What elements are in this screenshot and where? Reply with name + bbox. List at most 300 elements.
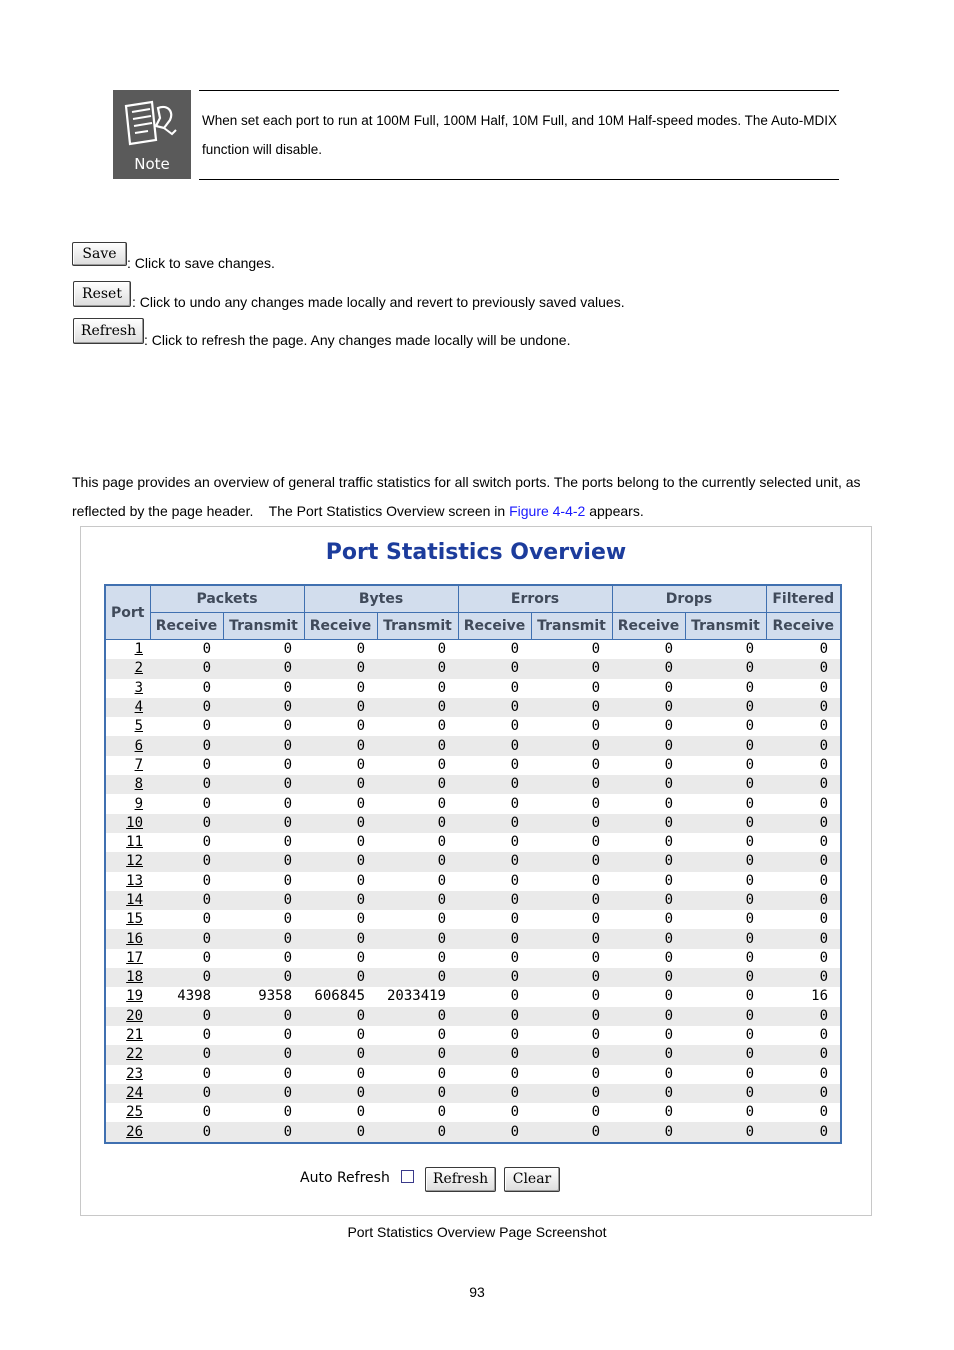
- reset-description: : Click to undo any changes made locally and revert to previously saved values.: [132, 294, 625, 310]
- stat-cell: 0: [223, 659, 304, 678]
- stat-cell: 0: [150, 1122, 223, 1142]
- port-link[interactable]: 14: [126, 892, 143, 908]
- table-refresh-button[interactable]: Refresh: [425, 1167, 496, 1192]
- stat-cell: 0: [150, 1026, 223, 1045]
- port-cell: [105, 717, 150, 736]
- stat-cell: 0: [685, 640, 766, 660]
- port-link[interactable]: 12: [126, 853, 143, 870]
- stat-cell: 0: [531, 1007, 612, 1026]
- stat-cell: 0: [304, 756, 377, 775]
- note-label: Note: [134, 155, 170, 173]
- stat-cell: 0: [685, 1026, 766, 1045]
- stat-cell: 0: [531, 736, 612, 755]
- stat-cell: 0: [458, 910, 531, 929]
- stat-cell: 0: [150, 852, 223, 871]
- stat-cell: 0: [612, 891, 685, 910]
- stat-cell: 0: [612, 640, 685, 660]
- stat-cell: 0: [304, 968, 377, 987]
- stat-cell: 0: [766, 929, 841, 948]
- stat-cell: 0: [458, 756, 531, 775]
- stat-cell: 0: [377, 698, 458, 717]
- stat-cell: 0: [304, 679, 377, 698]
- port-cell: [105, 814, 150, 833]
- port-cell: [105, 1122, 150, 1142]
- stat-cell: 0: [685, 794, 766, 813]
- intro-line-2-text: reflected by the page header. The Port Statistics Overview screen in: [72, 503, 510, 519]
- port-cell: [105, 968, 150, 987]
- subheader-drops-transmit: Transmit: [685, 613, 766, 640]
- port-cell: [105, 736, 150, 755]
- stat-cell: 0: [458, 659, 531, 678]
- stat-cell: 0: [377, 872, 458, 891]
- stat-cell: 0: [458, 1122, 531, 1142]
- stat-cell: 0: [612, 910, 685, 929]
- stat-cell: 0: [377, 833, 458, 852]
- port-cell: [105, 1065, 150, 1084]
- stat-cell: 606845: [304, 987, 377, 1006]
- stat-cell: 0: [612, 679, 685, 698]
- stat-cell: 0: [458, 987, 531, 1006]
- stat-cell: 0: [458, 891, 531, 910]
- stat-cell: 0: [304, 910, 377, 929]
- stat-cell: 0: [223, 756, 304, 775]
- port-cell: [105, 891, 150, 910]
- stat-cell: 0: [685, 987, 766, 1006]
- stat-cell: 0: [531, 872, 612, 891]
- port-link[interactable]: 13: [126, 872, 143, 889]
- port-cell: [105, 640, 150, 660]
- stat-cell: 0: [150, 756, 223, 775]
- stat-cell: 0: [458, 679, 531, 698]
- stat-cell: 0: [531, 640, 612, 660]
- port-cell: [105, 949, 150, 968]
- table-row: [105, 698, 841, 717]
- port-link[interactable]: 2: [134, 660, 143, 677]
- stat-cell: 0: [377, 659, 458, 678]
- port-link[interactable]: 24: [126, 1084, 143, 1101]
- port-cell: [105, 833, 150, 852]
- subheader-bytes-receive: Receive: [304, 613, 377, 640]
- stat-cell: 0: [304, 698, 377, 717]
- stat-cell: 0: [612, 775, 685, 794]
- stat-cell: 0: [766, 1103, 841, 1122]
- port-cell: [105, 1084, 150, 1103]
- stat-cell: 0: [612, 852, 685, 871]
- stat-cell: 0: [150, 872, 223, 891]
- stat-cell: 0: [223, 775, 304, 794]
- stat-cell: 0: [304, 1026, 377, 1045]
- port-link[interactable]: 18: [126, 969, 143, 986]
- stat-cell: 0: [685, 910, 766, 929]
- table-row: [105, 987, 841, 1006]
- stat-cell: 0: [766, 1026, 841, 1045]
- stat-cell: 0: [150, 775, 223, 794]
- stat-cell: 0: [150, 736, 223, 755]
- stat-cell: 0: [766, 1045, 841, 1064]
- stat-cell: 0: [766, 756, 841, 775]
- stat-cell: 0: [766, 833, 841, 852]
- table-row: [105, 736, 841, 755]
- stat-cell: 0: [304, 1007, 377, 1026]
- port-link[interactable]: 16: [126, 930, 143, 947]
- stat-cell: 0: [531, 775, 612, 794]
- stat-cell: 0: [223, 929, 304, 948]
- stat-cell: 16: [766, 987, 841, 1006]
- reset-button[interactable]: Reset: [73, 281, 131, 307]
- stat-cell: 0: [377, 736, 458, 755]
- stat-cell: 0: [150, 929, 223, 948]
- stat-cell: 0: [377, 1065, 458, 1084]
- stat-cell: 0: [223, 949, 304, 968]
- stat-cell: 0: [612, 736, 685, 755]
- stat-cell: 0: [685, 659, 766, 678]
- stat-cell: 0: [377, 891, 458, 910]
- stat-cell: 0: [766, 1084, 841, 1103]
- stat-cell: 0: [377, 1045, 458, 1064]
- table-body: [105, 640, 841, 1143]
- port-link[interactable]: 17: [126, 949, 143, 966]
- figure-caption: Port Statistics Overview Page Screenshot: [347, 1224, 607, 1240]
- stat-cell: 0: [150, 679, 223, 698]
- table-row: [105, 794, 841, 813]
- port-link[interactable]: 19: [126, 988, 143, 1005]
- page-number: 93: [469, 1284, 485, 1300]
- stat-cell: 0: [377, 968, 458, 987]
- port-link[interactable]: 21: [126, 1027, 143, 1044]
- screenshot-title: Port Statistics Overview: [325, 540, 627, 565]
- stat-cell: 0: [531, 1045, 612, 1064]
- stat-cell: 0: [458, 717, 531, 736]
- stat-cell: 0: [223, 1065, 304, 1084]
- stat-cell: 0: [685, 814, 766, 833]
- stat-cell: 0: [458, 872, 531, 891]
- port-link[interactable]: 8: [134, 776, 143, 793]
- stat-cell: 0: [377, 949, 458, 968]
- stat-cell: 0: [766, 1065, 841, 1084]
- stat-cell: 0: [304, 814, 377, 833]
- header-port: Port: [105, 585, 150, 640]
- table-row: [105, 1045, 841, 1064]
- header-drops: Drops: [612, 585, 766, 613]
- port-cell: [105, 1007, 150, 1026]
- port-cell: [105, 1103, 150, 1122]
- stat-cell: 0: [304, 1045, 377, 1064]
- stat-cell: 0: [766, 640, 841, 660]
- stat-cell: 0: [612, 949, 685, 968]
- stat-cell: 0: [458, 1007, 531, 1026]
- port-link[interactable]: 10: [126, 814, 143, 831]
- stat-cell: 0: [377, 929, 458, 948]
- stat-cell: 0: [612, 1026, 685, 1045]
- table-row: [105, 640, 841, 660]
- stat-cell: 0: [685, 698, 766, 717]
- table-row: [105, 929, 841, 948]
- stat-cell: 0: [685, 1084, 766, 1103]
- stat-cell: 0: [612, 968, 685, 987]
- stat-cell: 0: [377, 640, 458, 660]
- stat-cell: 0: [377, 794, 458, 813]
- stat-cell: 0: [531, 1084, 612, 1103]
- stat-cell: 0: [150, 968, 223, 987]
- stat-cell: 0: [531, 659, 612, 678]
- stat-cell: 0: [612, 814, 685, 833]
- stat-cell: 0: [223, 1103, 304, 1122]
- port-cell: [105, 1045, 150, 1064]
- stat-cell: 0: [531, 1103, 612, 1122]
- stat-cell: 0: [612, 987, 685, 1006]
- stat-cell: 0: [223, 1122, 304, 1142]
- stat-cell: 0: [150, 1065, 223, 1084]
- stat-cell: 0: [458, 814, 531, 833]
- stat-cell: 0: [531, 1065, 612, 1084]
- stat-cell: 0: [685, 891, 766, 910]
- stat-cell: 0: [531, 949, 612, 968]
- stat-cell: 0: [612, 1122, 685, 1142]
- stat-cell: 0: [223, 872, 304, 891]
- table-row: [105, 1084, 841, 1103]
- stat-cell: 0: [223, 968, 304, 987]
- stat-cell: 0: [685, 872, 766, 891]
- stat-cell: 0: [304, 852, 377, 871]
- refresh-button[interactable]: Refresh: [73, 318, 144, 344]
- stat-cell: 0: [612, 794, 685, 813]
- stat-cell: 0: [685, 1065, 766, 1084]
- table-row: [105, 833, 841, 852]
- stat-cell: 0: [223, 1084, 304, 1103]
- stat-cell: 0: [223, 640, 304, 660]
- clear-button[interactable]: Clear: [504, 1167, 560, 1192]
- port-cell: [105, 775, 150, 794]
- stat-cell: 0: [766, 891, 841, 910]
- port-link[interactable]: 11: [126, 834, 143, 851]
- header-errors: Errors: [458, 585, 612, 613]
- subheader-errors-receive: Receive: [458, 613, 531, 640]
- stat-cell: 0: [377, 910, 458, 929]
- port-cell: [105, 679, 150, 698]
- stat-cell: 0: [531, 852, 612, 871]
- stat-cell: 0: [531, 929, 612, 948]
- stat-cell: 0: [685, 1007, 766, 1026]
- stat-cell: 0: [766, 968, 841, 987]
- stat-cell: 0: [531, 679, 612, 698]
- port-cell: [105, 872, 150, 891]
- port-cell: [105, 910, 150, 929]
- stat-cell: 0: [766, 1122, 841, 1142]
- stat-cell: 0: [685, 949, 766, 968]
- stat-cell: 0: [377, 775, 458, 794]
- stat-cell: 0: [612, 756, 685, 775]
- stat-cell: 0: [612, 929, 685, 948]
- stat-cell: 0: [150, 814, 223, 833]
- stat-cell: 0: [685, 736, 766, 755]
- port-link[interactable]: 25: [126, 1104, 143, 1121]
- port-cell: [105, 1026, 150, 1045]
- subheader-errors-transmit: Transmit: [531, 613, 612, 640]
- table-row: [105, 968, 841, 987]
- stat-cell: 0: [150, 910, 223, 929]
- stat-cell: 0: [377, 1084, 458, 1103]
- stat-cell: 0: [766, 736, 841, 755]
- port-link[interactable]: 7: [134, 756, 143, 773]
- auto-refresh-label: Auto Refresh: [300, 1170, 390, 1186]
- stat-cell: 0: [766, 659, 841, 678]
- port-link[interactable]: 9: [134, 795, 143, 812]
- stat-cell: 0: [304, 872, 377, 891]
- stat-cell: 0: [685, 968, 766, 987]
- port-link[interactable]: 23: [126, 1065, 143, 1082]
- refresh-description: : Click to refresh the page. Any changes made locally will be undone.: [144, 332, 571, 348]
- table-row: [105, 910, 841, 929]
- save-description: : Click to save changes.: [127, 255, 275, 271]
- stat-cell: 0: [150, 833, 223, 852]
- stat-cell: 0: [150, 1103, 223, 1122]
- port-link[interactable]: 4: [134, 699, 143, 716]
- stat-cell: 0: [304, 1084, 377, 1103]
- stat-cell: 0: [304, 1065, 377, 1084]
- stat-cell: 0: [766, 775, 841, 794]
- stat-cell: 0: [223, 833, 304, 852]
- stat-cell: 0: [612, 659, 685, 678]
- stat-cell: 0: [223, 852, 304, 871]
- port-cell: [105, 929, 150, 948]
- stat-cell: 0: [150, 717, 223, 736]
- stat-cell: 0: [612, 1007, 685, 1026]
- save-button[interactable]: Save: [72, 242, 127, 266]
- stat-cell: 0: [377, 717, 458, 736]
- stat-cell: 0: [766, 717, 841, 736]
- stat-cell: 0: [223, 1026, 304, 1045]
- stat-cell: 0: [766, 1007, 841, 1026]
- stat-cell: 0: [766, 698, 841, 717]
- stat-cell: 0: [531, 987, 612, 1006]
- stat-cell: 0: [612, 1084, 685, 1103]
- stat-cell: 0: [377, 679, 458, 698]
- table-row: [105, 1103, 841, 1122]
- note-top-rule: [199, 90, 839, 91]
- port-link[interactable]: 3: [134, 679, 143, 696]
- table-row: [105, 1065, 841, 1084]
- stat-cell: 0: [612, 1103, 685, 1122]
- stat-cell: 0: [531, 1026, 612, 1045]
- stat-cell: 0: [223, 891, 304, 910]
- stat-cell: 0: [304, 659, 377, 678]
- stat-cell: 0: [685, 756, 766, 775]
- port-cell: [105, 659, 150, 678]
- stat-cell: 0: [531, 794, 612, 813]
- port-link[interactable]: 22: [126, 1046, 143, 1063]
- stat-cell: 0: [531, 910, 612, 929]
- stat-cell: 0: [612, 1045, 685, 1064]
- subheader-drops-receive: Receive: [612, 613, 685, 640]
- table-row: [105, 717, 841, 736]
- port-cell: [105, 794, 150, 813]
- table-row: [105, 756, 841, 775]
- stat-cell: 0: [150, 949, 223, 968]
- port-link[interactable]: 15: [126, 911, 143, 928]
- subheader-bytes-transmit: Transmit: [377, 613, 458, 640]
- stat-cell: 0: [150, 1084, 223, 1103]
- stat-cell: 0: [458, 640, 531, 660]
- stat-cell: 0: [223, 736, 304, 755]
- table-row: [105, 1122, 841, 1142]
- port-cell: [105, 698, 150, 717]
- stat-cell: 0: [223, 1007, 304, 1026]
- port-statistics-table: [104, 584, 842, 1144]
- stat-cell: 0: [377, 756, 458, 775]
- stat-cell: 0: [304, 717, 377, 736]
- stat-cell: 0: [304, 1122, 377, 1142]
- stat-cell: 0: [685, 852, 766, 871]
- stat-cell: 0: [304, 1103, 377, 1122]
- stat-cell: 0: [377, 1026, 458, 1045]
- intro-line-1: This page provides an overview of general traffic statistics for all switch ports. The ports belong to the currently selected unit, as: [72, 474, 861, 490]
- stat-cell: 0: [223, 698, 304, 717]
- stat-cell: 0: [150, 794, 223, 813]
- stat-cell: 0: [612, 717, 685, 736]
- stat-cell: 0: [685, 929, 766, 948]
- port-link[interactable]: 1: [134, 641, 143, 658]
- stat-cell: 0: [223, 1045, 304, 1064]
- port-cell: [105, 756, 150, 775]
- stat-cell: 0: [458, 833, 531, 852]
- stat-cell: 0: [531, 833, 612, 852]
- stat-cell: 0: [458, 968, 531, 987]
- stat-cell: 0: [223, 794, 304, 813]
- header-bytes: Bytes: [304, 585, 458, 613]
- stat-cell: 0: [685, 775, 766, 794]
- subheader-filtered-receive: Receive: [766, 613, 841, 640]
- stat-cell: 0: [458, 698, 531, 717]
- table-row: [105, 679, 841, 698]
- port-link[interactable]: 6: [134, 737, 143, 754]
- stat-cell: 0: [377, 1122, 458, 1142]
- stat-cell: 0: [150, 698, 223, 717]
- stat-cell: 0: [766, 910, 841, 929]
- stat-cell: 0: [766, 949, 841, 968]
- stat-cell: 0: [612, 833, 685, 852]
- stat-cell: 0: [150, 659, 223, 678]
- table-row: [105, 659, 841, 678]
- subheader-packets-receive: Receive: [150, 613, 223, 640]
- note-text: When set each port to run at 100M Full, 100M Half, 10M Full, and 10M Half-speed modes. The Auto-MDIX function will disable.: [202, 113, 837, 157]
- intro-line-2: [72, 497, 884, 526]
- stat-cell: 0: [377, 1007, 458, 1026]
- stat-cell: 0: [458, 775, 531, 794]
- stat-cell: 0: [304, 794, 377, 813]
- stat-cell: 0: [458, 1084, 531, 1103]
- stat-cell: 0: [766, 679, 841, 698]
- port-link[interactable]: 26: [126, 1123, 143, 1140]
- stat-cell: 0: [612, 698, 685, 717]
- stat-cell: 0: [150, 640, 223, 660]
- table-row: [105, 1026, 841, 1045]
- stat-cell: 0: [531, 698, 612, 717]
- stat-cell: 0: [685, 679, 766, 698]
- stat-cell: 0: [458, 1065, 531, 1084]
- port-link[interactable]: 20: [126, 1007, 143, 1024]
- stat-cell: 0: [223, 717, 304, 736]
- table-row: [105, 872, 841, 891]
- subheader-packets-transmit: Transmit: [223, 613, 304, 640]
- auto-refresh-checkbox[interactable]: [401, 1170, 414, 1183]
- stat-cell: 0: [304, 891, 377, 910]
- table-row: [105, 949, 841, 968]
- stat-cell: 0: [531, 717, 612, 736]
- port-link[interactable]: 5: [134, 718, 143, 735]
- stat-cell: 0: [685, 833, 766, 852]
- figure-link[interactable]: Figure 4-4-2: [509, 503, 586, 519]
- table-row: [105, 1007, 841, 1026]
